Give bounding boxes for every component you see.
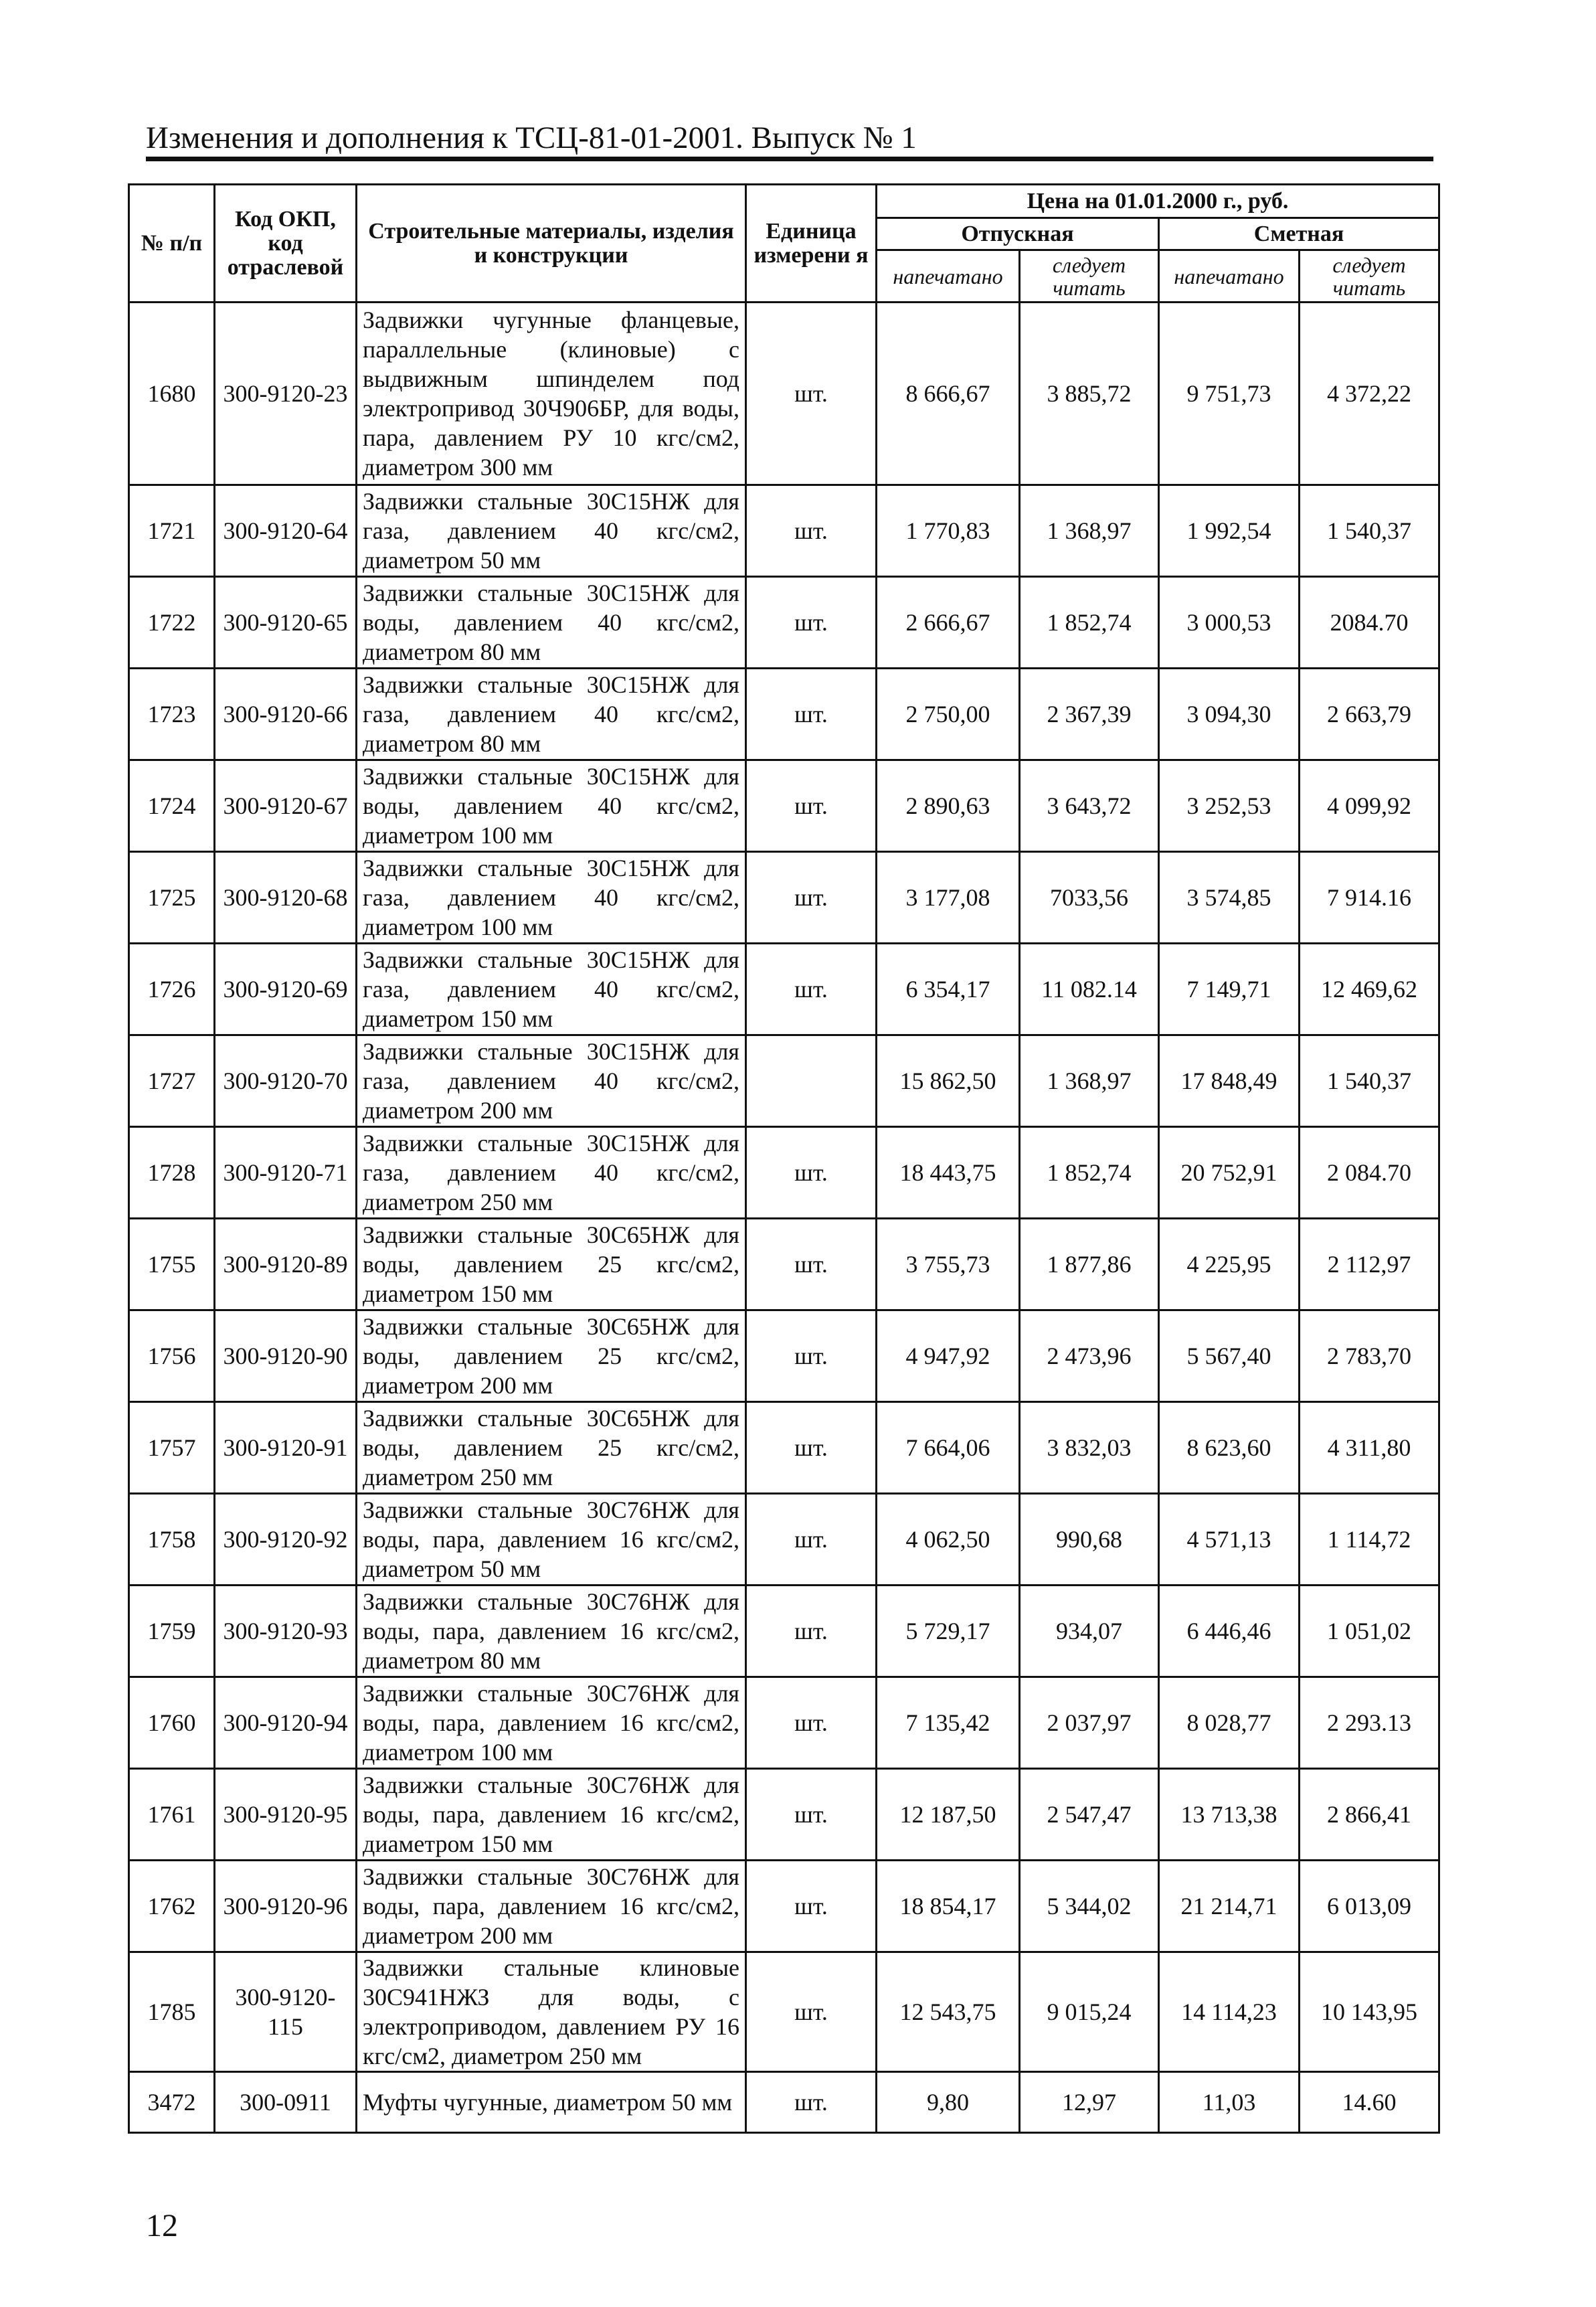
cell-unit: шт. (746, 485, 877, 577)
column-header-price-group: Цена на 01.01.2000 г., руб. (877, 185, 1439, 218)
cell-number: 1721 (129, 485, 215, 577)
cell-description: Задвижки стальные 30С15НЖ для газа, давлением 40 кгс/см2, диаметром 50 мм (357, 485, 746, 577)
cell-number: 1785 (129, 1952, 215, 2072)
cell-unit: шт. (746, 1586, 877, 1677)
price-table (128, 183, 1440, 2134)
cell-smet-should: 4 099,92 (1300, 760, 1439, 852)
column-header-otpusk: Отпускная (877, 218, 1159, 250)
cell-smet-printed: 21 214,71 (1159, 1861, 1300, 1952)
cell-smet-should: 1 051,02 (1300, 1586, 1439, 1677)
cell-code: 300-9120-90 (215, 1310, 357, 1402)
table-row (129, 485, 1439, 577)
column-header-description: Строительные материалы, изделия и конструкции (357, 185, 746, 303)
cell-description: Задвижки стальные 30С15НЖ для газа, давлением 40 кгс/см2, диаметром 80 мм (357, 669, 746, 760)
cell-number: 1722 (129, 577, 215, 669)
price-table-container (128, 183, 1440, 2134)
cell-otpusk-printed: 4 062,50 (877, 1494, 1020, 1586)
cell-description: Задвижки стальные клиновые 30С941НЖЗ для воды, с электроприводом, давлением РУ 16 кгс/см2, диаметром 250 мм (357, 1952, 746, 2072)
cell-number: 1759 (129, 1586, 215, 1677)
cell-otpusk-printed: 7 135,42 (877, 1677, 1020, 1769)
cell-description: Задвижки стальные 30С76НЖ для воды, пара, давлением 16 кгс/см2, диаметром 150 мм (357, 1769, 746, 1861)
cell-number: 1758 (129, 1494, 215, 1586)
cell-otpusk-should: 5 344,02 (1020, 1861, 1159, 1952)
cell-otpusk-should: 1 368,97 (1020, 485, 1159, 577)
cell-number: 1725 (129, 852, 215, 944)
cell-description: Задвижки стальные 30С65НЖ для воды, давлением 25 кгс/см2, диаметром 200 мм (357, 1310, 746, 1402)
table-row (129, 1677, 1439, 1769)
cell-otpusk-should: 2 367,39 (1020, 669, 1159, 760)
column-header-otpusk-printed: напечатано (877, 250, 1020, 303)
table-row (129, 1769, 1439, 1861)
cell-description: Задвижки стальные 30С65НЖ для воды, давлением 25 кгс/см2, диаметром 150 мм (357, 1219, 746, 1310)
cell-unit: шт. (746, 944, 877, 1035)
cell-code: 300-9120-71 (215, 1127, 357, 1219)
table-row (129, 303, 1439, 485)
cell-number: 1726 (129, 944, 215, 1035)
cell-otpusk-should: 2 473,96 (1020, 1310, 1159, 1402)
cell-number: 1724 (129, 760, 215, 852)
cell-otpusk-should: 934,07 (1020, 1586, 1159, 1677)
column-header-smet: Сметная (1159, 218, 1439, 250)
cell-description: Задвижки стальные 30С65НЖ для воды, давлением 25 кгс/см2, диаметром 250 мм (357, 1402, 746, 1494)
cell-otpusk-should: 12,97 (1020, 2072, 1159, 2133)
table-row (129, 1494, 1439, 1586)
cell-unit: шт. (746, 1310, 877, 1402)
cell-otpusk-printed: 1 770,83 (877, 485, 1020, 577)
cell-otpusk-printed: 2 750,00 (877, 669, 1020, 760)
cell-description: Задвижки стальные 30С15НЖ для воды, давлением 40 кгс/см2, диаметром 80 мм (357, 577, 746, 669)
cell-description: Задвижки стальные 30С15НЖ для воды, давлением 40 кгс/см2, диаметром 100 мм (357, 760, 746, 852)
cell-otpusk-printed: 3 755,73 (877, 1219, 1020, 1310)
cell-description: Задвижки стальные 30С76НЖ для воды, пара, давлением 16 кгс/см2, диаметром 100 мм (357, 1677, 746, 1769)
cell-smet-should: 1 540,37 (1300, 1035, 1439, 1127)
cell-smet-printed: 3 094,30 (1159, 669, 1300, 760)
table-row (129, 1310, 1439, 1402)
cell-smet-printed: 9 751,73 (1159, 303, 1300, 485)
cell-otpusk-printed: 15 862,50 (877, 1035, 1020, 1127)
cell-unit: шт. (746, 2072, 877, 2133)
cell-smet-printed: 3 574,85 (1159, 852, 1300, 944)
cell-smet-should: 4 372,22 (1300, 303, 1439, 485)
header-rule (146, 157, 1433, 161)
table-row (129, 1219, 1439, 1310)
table-row (129, 669, 1439, 760)
column-header-otpusk-should: следует читать (1020, 250, 1159, 303)
cell-code: 300-9120-70 (215, 1035, 357, 1127)
cell-unit: шт. (746, 1127, 877, 1219)
cell-otpusk-should: 1 852,74 (1020, 1127, 1159, 1219)
cell-otpusk-should: 1 368,97 (1020, 1035, 1159, 1127)
table-header-row (129, 185, 1439, 218)
cell-otpusk-printed: 9,80 (877, 2072, 1020, 2133)
cell-number: 1728 (129, 1127, 215, 1219)
cell-smet-printed: 4 225,95 (1159, 1219, 1300, 1310)
cell-otpusk-printed: 8 666,67 (877, 303, 1020, 485)
cell-otpusk-should: 9 015,24 (1020, 1952, 1159, 2072)
cell-code: 300-9120-23 (215, 303, 357, 485)
cell-smet-printed: 13 713,38 (1159, 1769, 1300, 1861)
cell-code: 300-9120-66 (215, 669, 357, 760)
cell-unit: шт. (746, 1494, 877, 1586)
cell-otpusk-printed: 12 543,75 (877, 1952, 1020, 2072)
cell-otpusk-should: 2 547,47 (1020, 1769, 1159, 1861)
cell-unit: шт. (746, 577, 877, 669)
cell-smet-should: 2084.70 (1300, 577, 1439, 669)
cell-smet-should: 2 293.13 (1300, 1677, 1439, 1769)
cell-smet-should: 6 013,09 (1300, 1861, 1439, 1952)
table-row (129, 1127, 1439, 1219)
cell-otpusk-should: 11 082.14 (1020, 944, 1159, 1035)
cell-otpusk-printed: 18 443,75 (877, 1127, 1020, 1219)
cell-unit: шт. (746, 303, 877, 485)
cell-description: Задвижки стальные 30С15НЖ для газа, давлением 40 кгс/см2, диаметром 250 мм (357, 1127, 746, 1219)
cell-smet-printed: 3 252,53 (1159, 760, 1300, 852)
table-row (129, 1586, 1439, 1677)
column-header-smet-should: следует читать (1300, 250, 1439, 303)
cell-smet-should: 7 914.16 (1300, 852, 1439, 944)
cell-unit: шт. (746, 1861, 877, 1952)
cell-unit: шт. (746, 1769, 877, 1861)
column-header-unit: Единица измерени я (746, 185, 877, 303)
cell-otpusk-should: 990,68 (1020, 1494, 1159, 1586)
cell-smet-should: 4 311,80 (1300, 1402, 1439, 1494)
cell-code: 300-9120-65 (215, 577, 357, 669)
cell-otpusk-should: 3 832,03 (1020, 1402, 1159, 1494)
cell-otpusk-printed: 2 666,67 (877, 577, 1020, 669)
cell-description: Задвижки стальные 30С76НЖ для воды, пара, давлением 16 кгс/см2, диаметром 50 мм (357, 1494, 746, 1586)
cell-smet-should: 1 114,72 (1300, 1494, 1439, 1586)
cell-description: Задвижки стальные 30С15НЖ для газа, давлением 40 кгс/см2, диаметром 150 мм (357, 944, 746, 1035)
cell-code: 300-9120-93 (215, 1586, 357, 1677)
cell-number: 1755 (129, 1219, 215, 1310)
cell-otpusk-should: 3 643,72 (1020, 760, 1159, 852)
cell-smet-printed: 11,03 (1159, 2072, 1300, 2133)
cell-code: 300-9120-115 (215, 1952, 357, 2072)
cell-otpusk-should: 2 037,97 (1020, 1677, 1159, 1769)
cell-number: 1762 (129, 1861, 215, 1952)
cell-unit: шт. (746, 760, 877, 852)
cell-smet-should: 12 469,62 (1300, 944, 1439, 1035)
cell-description: Задвижки чугунные фланцевые, параллельные (клиновые) с выдвижным шпинделем под электропривод 30Ч906БР, для воды, пара, давлением РУ 10 кгс/см2, диаметром 300 мм (357, 303, 746, 485)
cell-number: 1760 (129, 1677, 215, 1769)
cell-code: 300-0911 (215, 2072, 357, 2133)
cell-code: 300-9120-92 (215, 1494, 357, 1586)
cell-code: 300-9120-89 (215, 1219, 357, 1310)
cell-number: 1761 (129, 1769, 215, 1861)
cell-number: 1723 (129, 669, 215, 760)
table-row (129, 1035, 1439, 1127)
cell-smet-printed: 20 752,91 (1159, 1127, 1300, 1219)
cell-smet-printed: 7 149,71 (1159, 944, 1300, 1035)
cell-number: 3472 (129, 2072, 215, 2133)
page-header-title: Изменения и дополнения к ТСЦ-81-01-2001. Выпуск № 1 (146, 120, 917, 155)
table-row (129, 944, 1439, 1035)
cell-smet-printed: 8 028,77 (1159, 1677, 1300, 1769)
cell-otpusk-printed: 2 890,63 (877, 760, 1020, 852)
cell-code: 300-9120-94 (215, 1677, 357, 1769)
cell-smet-should: 2 783,70 (1300, 1310, 1439, 1402)
cell-otpusk-printed: 6 354,17 (877, 944, 1020, 1035)
cell-code: 300-9120-68 (215, 852, 357, 944)
cell-smet-printed: 6 446,46 (1159, 1586, 1300, 1677)
cell-smet-printed: 17 848,49 (1159, 1035, 1300, 1127)
table-row (129, 1402, 1439, 1494)
cell-number: 1757 (129, 1402, 215, 1494)
cell-number: 1680 (129, 303, 215, 485)
table-row (129, 1952, 1439, 2072)
table-row (129, 852, 1439, 944)
cell-smet-should: 10 143,95 (1300, 1952, 1439, 2072)
cell-smet-printed: 5 567,40 (1159, 1310, 1300, 1402)
cell-otpusk-printed: 7 664,06 (877, 1402, 1020, 1494)
cell-otpusk-printed: 12 187,50 (877, 1769, 1020, 1861)
cell-code: 300-9120-91 (215, 1402, 357, 1494)
cell-code: 300-9120-95 (215, 1769, 357, 1861)
cell-otpusk-printed: 4 947,92 (877, 1310, 1020, 1402)
cell-otpusk-should: 1 852,74 (1020, 577, 1159, 669)
column-header-number: № п/п (129, 185, 215, 303)
cell-smet-should: 14.60 (1300, 2072, 1439, 2133)
cell-code: 300-9120-69 (215, 944, 357, 1035)
cell-smet-should: 2 663,79 (1300, 669, 1439, 760)
cell-smet-should: 1 540,37 (1300, 485, 1439, 577)
cell-unit: шт. (746, 1952, 877, 2072)
cell-description: Муфты чугунные, диаметром 50 мм (357, 2072, 746, 2133)
cell-number: 1727 (129, 1035, 215, 1127)
cell-smet-printed: 8 623,60 (1159, 1402, 1300, 1494)
cell-unit (746, 1035, 877, 1127)
cell-code: 300-9120-64 (215, 485, 357, 577)
cell-smet-should: 2 866,41 (1300, 1769, 1439, 1861)
cell-otpusk-should: 1 877,86 (1020, 1219, 1159, 1310)
cell-smet-should: 2 084.70 (1300, 1127, 1439, 1219)
cell-description: Задвижки стальные 30С15НЖ для газа, давлением 40 кгс/см2, диаметром 200 мм (357, 1035, 746, 1127)
cell-otpusk-should: 3 885,72 (1020, 303, 1159, 485)
cell-otpusk-should: 7033,56 (1020, 852, 1159, 944)
cell-number: 1756 (129, 1310, 215, 1402)
cell-description: Задвижки стальные 30С15НЖ для газа, давлением 40 кгс/см2, диаметром 100 мм (357, 852, 746, 944)
table-row (129, 760, 1439, 852)
page-number: 12 (146, 2208, 178, 2243)
cell-smet-printed: 4 571,13 (1159, 1494, 1300, 1586)
table-row (129, 577, 1439, 669)
cell-smet-printed: 1 992,54 (1159, 485, 1300, 577)
cell-code: 300-9120-67 (215, 760, 357, 852)
table-row (129, 1861, 1439, 1952)
table-row (129, 2072, 1439, 2133)
cell-otpusk-printed: 3 177,08 (877, 852, 1020, 944)
cell-description: Задвижки стальные 30С76НЖ для воды, пара, давлением 16 кгс/см2, диаметром 80 мм (357, 1586, 746, 1677)
cell-smet-printed: 3 000,53 (1159, 577, 1300, 669)
cell-otpusk-printed: 18 854,17 (877, 1861, 1020, 1952)
cell-unit: шт. (746, 1677, 877, 1769)
cell-code: 300-9120-96 (215, 1861, 357, 1952)
cell-otpusk-printed: 5 729,17 (877, 1586, 1020, 1677)
cell-description: Задвижки стальные 30С76НЖ для воды, пара, давлением 16 кгс/см2, диаметром 200 мм (357, 1861, 746, 1952)
cell-smet-printed: 14 114,23 (1159, 1952, 1300, 2072)
column-header-code: Код ОКП, код отраслевой (215, 185, 357, 303)
cell-unit: шт. (746, 1402, 877, 1494)
column-header-smet-printed: напечатано (1159, 250, 1300, 303)
cell-unit: шт. (746, 852, 877, 944)
cell-unit: шт. (746, 1219, 877, 1310)
cell-smet-should: 2 112,97 (1300, 1219, 1439, 1310)
cell-unit: шт. (746, 669, 877, 760)
